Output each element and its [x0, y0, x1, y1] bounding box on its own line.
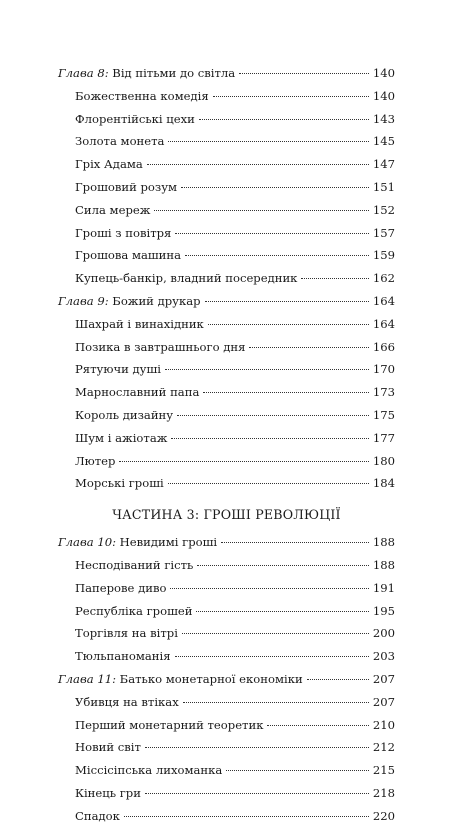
entry-label: [58, 62, 235, 85]
dot-leader: [124, 815, 369, 817]
page-number: 140: [372, 66, 395, 80]
toc-subentry[interactable]: [58, 85, 395, 108]
entry-title: Батько монетарної економіки: [115, 671, 303, 686]
page-number: 188: [372, 557, 395, 572]
page-number: 195: [372, 603, 395, 618]
entry-title: Міссісіпська лихоманка: [75, 763, 223, 778]
toc-chapter-entry[interactable]: [58, 290, 395, 313]
entry-title: Марнославний папа: [75, 385, 200, 400]
dot-leader: [165, 368, 369, 370]
page-number: 162: [372, 271, 395, 286]
toc-subentry[interactable]: [58, 782, 395, 805]
entry-label: [58, 358, 161, 381]
entry-label: [58, 108, 195, 131]
entry-title: Від пітьми до світла: [108, 66, 236, 80]
dot-leader: [185, 254, 369, 256]
page-number: 188: [372, 535, 395, 550]
dot-leader: [205, 300, 369, 302]
page-number: 173: [372, 385, 395, 400]
page-number: 220: [372, 808, 395, 823]
toc-subentry[interactable]: [58, 805, 395, 828]
entry-label: [58, 85, 209, 108]
dot-leader: [199, 118, 369, 120]
entry-title: Гріх Адама: [75, 157, 143, 172]
page-number: 151: [372, 179, 395, 194]
entry-label: [58, 691, 179, 714]
toc-chapter-entry[interactable]: [58, 531, 395, 554]
entry-title: Перший монетарний теоретик: [75, 717, 264, 732]
dot-leader: [183, 701, 369, 703]
entry-label: [58, 313, 204, 336]
entry-label: [58, 290, 201, 313]
dot-leader: [145, 746, 369, 748]
toc-chapter-entry[interactable]: [58, 668, 395, 691]
toc-subentry[interactable]: [58, 108, 395, 131]
entry-title: Король дизайну: [75, 407, 174, 422]
page-number: 200: [372, 626, 395, 641]
dot-leader: [175, 655, 369, 657]
entry-title: Грошова машина: [75, 248, 182, 263]
toc-subentry[interactable]: [58, 759, 395, 782]
page-number: 215: [372, 763, 395, 778]
page-number: 207: [372, 694, 395, 709]
entry-title: Божий друкар: [108, 293, 201, 308]
entry-title: Флорентійські цехи: [75, 111, 195, 126]
toc-subentry[interactable]: [58, 645, 395, 668]
entry-label: [58, 531, 217, 554]
chapter-number: Глава 8:: [58, 66, 109, 80]
dot-leader: [170, 587, 368, 589]
entry-label: [58, 805, 120, 828]
dot-leader: [213, 95, 369, 97]
page-number: 207: [372, 671, 395, 686]
entry-title: Торгівля на вітрі: [75, 626, 178, 641]
dot-leader: [249, 346, 368, 348]
toc-subentry[interactable]: [58, 600, 395, 623]
page-number: 152: [372, 202, 395, 217]
toc-subentry[interactable]: [58, 577, 395, 600]
entry-title: Божественна комедія: [75, 88, 209, 103]
page-number: 212: [372, 740, 395, 755]
entry-label: [58, 622, 178, 645]
entry-label: [58, 244, 181, 267]
entry-label: [58, 267, 297, 290]
dot-leader: [182, 632, 369, 634]
page-number: 180: [372, 453, 395, 468]
toc-subentry[interactable]: [58, 404, 395, 427]
entry-label: [58, 176, 177, 199]
chapter-number: Глава 10:: [58, 535, 116, 550]
page-number: 203: [372, 649, 395, 664]
toc-subentry[interactable]: [58, 554, 395, 577]
toc-subentry[interactable]: [58, 622, 395, 645]
entry-title: Паперове диво: [75, 580, 167, 595]
entry-label: [58, 450, 115, 473]
entry-label: [58, 736, 141, 759]
entry-title: Шахрай і винахідник: [75, 316, 204, 331]
dot-leader: [145, 792, 369, 794]
dot-leader: [196, 610, 368, 612]
page-number: 159: [372, 248, 395, 263]
entry-title: Кінець гри: [75, 785, 141, 800]
entry-title: Сила мереж: [75, 202, 151, 217]
entry-title: Республіка грошей: [75, 603, 193, 618]
entry-label: [58, 336, 245, 359]
entry-title: Гроші з повітря: [75, 225, 172, 240]
dot-leader: [239, 72, 369, 74]
chapter-number: Глава 9:: [58, 293, 109, 308]
toc-subentry[interactable]: [58, 222, 395, 245]
page-number: 166: [372, 339, 395, 354]
entry-label: [58, 130, 164, 153]
toc-subentry[interactable]: [58, 244, 395, 267]
entry-title: Купець-банкір, владний посередник: [75, 271, 298, 286]
dot-leader: [301, 277, 368, 279]
dot-leader: [168, 140, 368, 142]
entry-label: [58, 404, 173, 427]
table-of-contents: [58, 62, 395, 828]
dot-leader: [221, 541, 369, 543]
page-number: 175: [372, 407, 395, 422]
part-title: ЧАСТИНА 3: ГРОШІ РЕВОЛЮЦІЇ: [112, 507, 341, 523]
dot-leader: [177, 414, 369, 416]
toc-subentry[interactable]: [58, 450, 395, 473]
entry-title: Несподіваний гість: [75, 557, 194, 572]
page-number: 140: [372, 88, 395, 103]
entry-label: [58, 427, 167, 450]
toc-subentry[interactable]: [58, 427, 395, 450]
entry-title: Лютер: [75, 453, 116, 468]
dot-leader: [197, 564, 369, 566]
page-number: 184: [372, 476, 395, 491]
toc-subentry[interactable]: [58, 130, 395, 153]
entry-label: [58, 577, 166, 600]
dot-leader: [307, 678, 369, 680]
dot-leader: [203, 391, 369, 393]
toc-subentry[interactable]: [58, 199, 395, 222]
dot-leader: [168, 482, 369, 484]
entry-label: [58, 554, 193, 577]
page-number: 210: [372, 717, 395, 732]
entry-title: Шум і ажіотаж: [75, 430, 168, 445]
dot-leader: [147, 163, 369, 165]
entry-title: Позика в завтрашнього дня: [75, 339, 246, 354]
entry-title: Тюльпаноманія: [75, 649, 171, 664]
entry-title: Золота монета: [75, 134, 165, 149]
page-number: 177: [372, 430, 395, 445]
toc-subentry[interactable]: [58, 691, 395, 714]
dot-leader: [226, 769, 369, 771]
chapter-number: Глава 11:: [58, 671, 116, 686]
page-number: 147: [372, 157, 395, 172]
entry-title: Невидимі гроші: [115, 535, 218, 550]
dot-leader: [181, 186, 369, 188]
entry-title: Рятуючи душі: [75, 362, 161, 377]
dot-leader: [208, 323, 369, 325]
entry-label: [58, 714, 263, 737]
dot-leader: [171, 437, 368, 439]
entry-label: [58, 600, 192, 623]
page-number: 191: [372, 580, 395, 595]
entry-label: [58, 381, 199, 404]
entry-label: [58, 222, 171, 245]
page-number: 157: [372, 225, 395, 240]
toc-subentry[interactable]: [58, 176, 395, 199]
toc-chapter-entry[interactable]: [58, 62, 395, 85]
toc-subentry[interactable]: [58, 336, 395, 359]
entry-title: Спадок: [75, 808, 120, 823]
dot-leader: [119, 460, 368, 462]
page-number: 143: [372, 111, 395, 126]
page-number: 164: [372, 293, 395, 308]
toc-subentry[interactable]: [58, 736, 395, 759]
toc-subentry[interactable]: [58, 472, 395, 495]
entry-label: [58, 759, 222, 782]
toc-subentry[interactable]: [58, 153, 395, 176]
entry-title: Морські гроші: [75, 476, 164, 491]
dot-leader: [175, 232, 369, 234]
dot-leader: [267, 724, 368, 726]
entry-label: [58, 668, 303, 691]
entry-label: [58, 782, 141, 805]
entry-label: [58, 199, 150, 222]
entry-title: Убивця на втіках: [75, 694, 179, 709]
page-number: 170: [372, 362, 395, 377]
entry-label: [58, 472, 164, 495]
toc-subentry[interactable]: [58, 313, 395, 336]
toc-subentry[interactable]: [58, 267, 395, 290]
page-number: 218: [372, 785, 395, 800]
entry-title: Новий світ: [75, 740, 141, 755]
entry-label: [58, 153, 143, 176]
page-number: 145: [372, 134, 395, 149]
entry-title: Грошовий розум: [75, 179, 178, 194]
dot-leader: [154, 209, 368, 211]
entry-label: [58, 645, 171, 668]
page-number: 164: [372, 316, 395, 331]
toc-subentry[interactable]: [58, 714, 395, 737]
toc-subentry[interactable]: [58, 358, 395, 381]
toc-subentry[interactable]: [58, 381, 395, 404]
